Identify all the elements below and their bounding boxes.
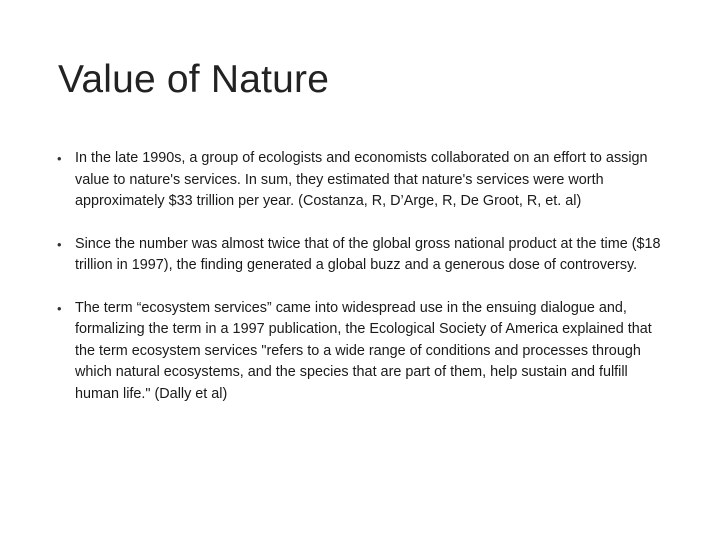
bullet-text: Since the number was almost twice that of the global gross national product at the time ($18 trillion in 1997), the finding generated a global buzz and a generous dose of controversy. xyxy=(75,235,661,273)
bullet-marker: • xyxy=(57,300,62,316)
slide-title: Value of Nature xyxy=(58,58,330,101)
bullet-item xyxy=(56,298,666,406)
bullet-item xyxy=(56,234,666,277)
bullet-text: In the late 1990s, a group of ecologists and economists collaborated on an effort to assign value to nature's services. In sum, they estimated that nature's services were worth approximately $33 trillion per year. (Costanza, R, D’Arge, R, De Groot, R, et. al) xyxy=(75,150,648,209)
bullet-marker: • xyxy=(57,151,62,166)
bullet-text: The term “ecosystem services” came into widespread use in the ensuing dialogue and, formalizing the term in a 1997 publication, the Ecological Society of America explained that the term ecosystem services "refers to a wide range of conditions and processes through which natural ecosystems, and the species that are part of them, help sustain and fulfill human life." (Dally et al) xyxy=(75,299,652,402)
bullet-marker: • xyxy=(57,236,62,252)
bullet-item xyxy=(56,148,666,213)
bullet-list xyxy=(56,148,666,405)
